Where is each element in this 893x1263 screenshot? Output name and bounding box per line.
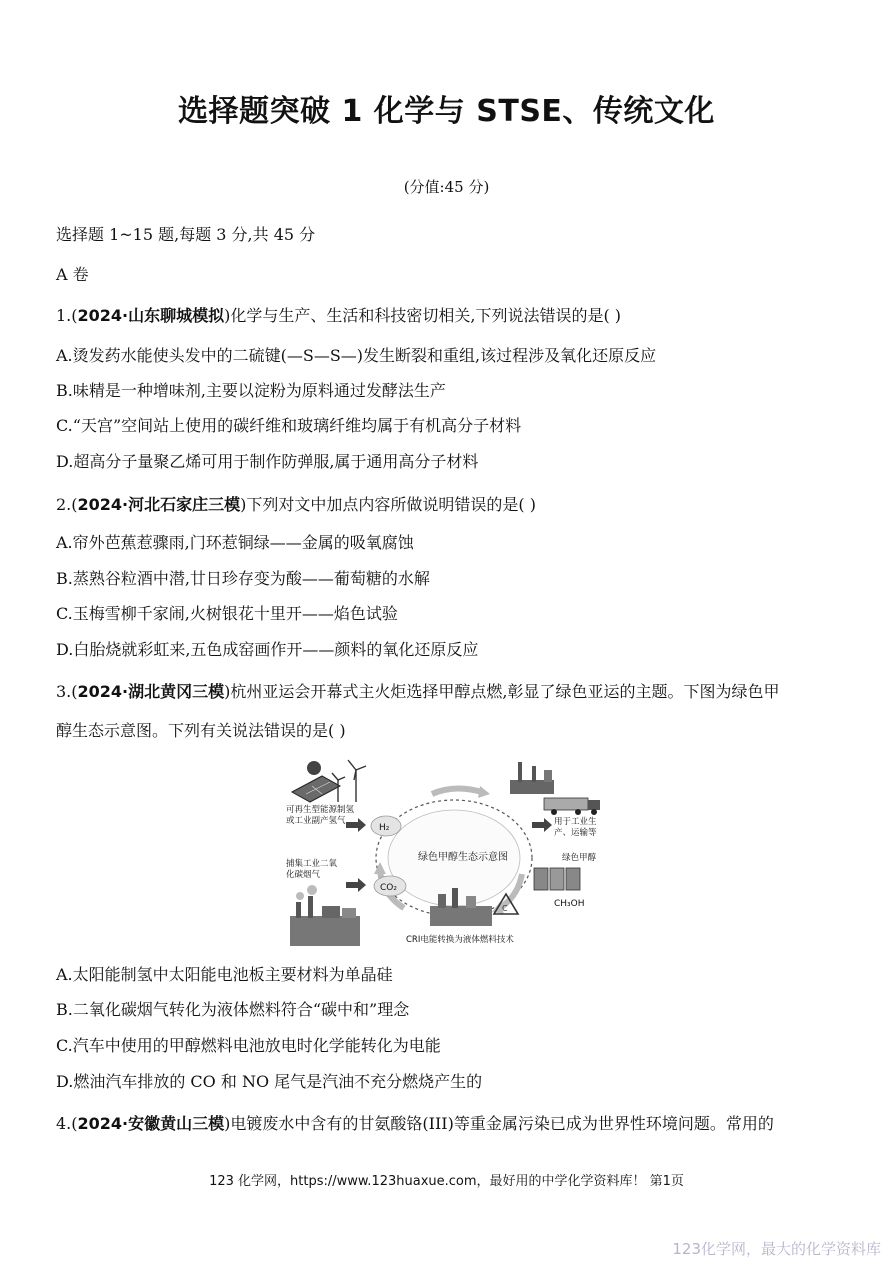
diagram-center-label: 绿色甲醇生态示意图 xyxy=(418,852,508,863)
question-source: 2024·湖北黄冈三模 xyxy=(77,682,225,701)
question-2-option-c: C.玉梅雪柳千家闹,火树银花十里开——焰色试验 xyxy=(56,604,398,623)
co2-source-label: 化碳烟气 xyxy=(286,870,321,880)
arrow-icon xyxy=(346,818,366,832)
co2-label: CO₂ xyxy=(380,883,397,893)
h2-source-label: 或工业副产氢气 xyxy=(286,816,346,826)
question-2-option-a: A.帘外芭蕉惹骤雨,门环惹铜绿——金属的吸氧腐蚀 xyxy=(56,533,414,552)
solar-panel-icon xyxy=(292,761,340,802)
co2-source-label: 捕集工业二氧 xyxy=(286,859,338,869)
question-source: 2024·山东聊城模拟 xyxy=(77,306,225,325)
question-2-option-d: D.白胎烧就彩虹来,五色成窑画作开——颜料的氧化还原反应 xyxy=(56,640,479,659)
green-methanol-diagram xyxy=(282,756,622,952)
question-1-option-a: A.烫发药水能使头发中的二硫键(—S—S—)发生断裂和重组,该过程涉及氧化还原反应 xyxy=(56,346,657,365)
cycle-arrow-icon xyxy=(374,862,386,874)
cri-label: CRI电能转换为液体燃料技术 xyxy=(406,935,514,945)
question-number: 4.( xyxy=(56,1114,78,1133)
page-footer: 123 化学网，https://www.123huaxue.com，最好用的中学化学资料库！ 第1页 xyxy=(209,1174,684,1189)
h2-label: H₂ xyxy=(379,823,390,833)
question-1-option-b: B.味精是一种增味剂,主要以淀粉为原料通过发酵法生产 xyxy=(56,381,446,400)
question-3-option-d: D.燃油汽车排放的 CO 和 NO 尾气是汽油不充分燃烧产生的 xyxy=(56,1072,483,1091)
question-1-stem xyxy=(56,303,621,326)
cycle-arrow-icon xyxy=(432,788,482,794)
question-source: 2024·安徽黄山三模 xyxy=(77,1114,225,1133)
question-3-option-b: B.二氧化碳烟气转化为液体燃料符合“碳中和”理念 xyxy=(56,1000,410,1019)
svg-text:C: C xyxy=(502,904,508,913)
question-3-stem-line-2: 醇生态示意图。下列有关说法错误的是( ) xyxy=(56,721,346,740)
section-label: A 卷 xyxy=(56,265,89,284)
h2-source-label: 可再生型能源制氢 xyxy=(286,805,355,815)
methanol-barrel-icon xyxy=(534,868,580,890)
use-label: 产、运输等 xyxy=(554,828,597,838)
question-1-option-d: D.超高分子量聚乙烯可用于制作防弹服,属于通用高分子材料 xyxy=(56,452,479,471)
question-3-option-a: A.太阳能制氢中太阳能电池板主要材料为单晶硅 xyxy=(56,965,393,984)
question-2-stem xyxy=(56,492,536,515)
question-text: )下列对文中加点内容所做说明错误的是( ) xyxy=(240,495,536,514)
green-methanol-label: 绿色甲醇 xyxy=(562,853,597,863)
arrow-icon xyxy=(532,818,552,832)
watermark: 123化学网，最大的化学资料库 xyxy=(672,1240,881,1258)
industrial-plant-icon xyxy=(510,762,554,794)
question-number: 2.( xyxy=(56,495,78,514)
question-number: 3.( xyxy=(56,682,78,701)
cycle-arrow-icon xyxy=(478,786,490,798)
page-title: 选择题突破 1 化学与 STSE、传统文化 xyxy=(178,94,715,129)
question-2-option-b: B.蒸熟谷粒酒中潜,廿日珍存变为酸——葡萄糖的水解 xyxy=(56,569,430,588)
instructions: 选择题 1~15 题,每题 3 分,共 45 分 xyxy=(56,225,316,244)
score-note: (分值:45 分) xyxy=(403,178,490,196)
question-3-option-c: C.汽车中使用的甲醇燃料电池放电时化学能转化为电能 xyxy=(56,1036,441,1055)
wind-turbine-icon xyxy=(332,760,366,802)
factory-icon xyxy=(290,885,360,946)
question-text: )电镀废水中含有的甘氨酸铬(III)等重金属污染已成为世界性环境问题。常用的 xyxy=(224,1114,774,1133)
question-text: )杭州亚运会开幕式主火炬选择甲醇点燃,彰显了绿色亚运的主题。下图为绿色甲 xyxy=(224,682,780,701)
question-1-option-c: C.“天宫”空间站上使用的碳纤维和玻璃纤维均属于有机高分子材料 xyxy=(56,416,522,435)
arrow-icon xyxy=(346,878,366,892)
question-source: 2024·河北石家庄三模 xyxy=(77,495,241,514)
ch3oh-label: CH₃OH xyxy=(554,899,585,909)
use-label: 用于工业生 xyxy=(554,817,597,827)
question-number: 1.( xyxy=(56,306,78,325)
question-4-stem xyxy=(56,1111,774,1134)
question-text: )化学与生产、生活和科技密切相关,下列说法错误的是( ) xyxy=(224,306,622,325)
question-3-stem-line-1 xyxy=(56,679,779,702)
truck-icon xyxy=(544,798,600,815)
